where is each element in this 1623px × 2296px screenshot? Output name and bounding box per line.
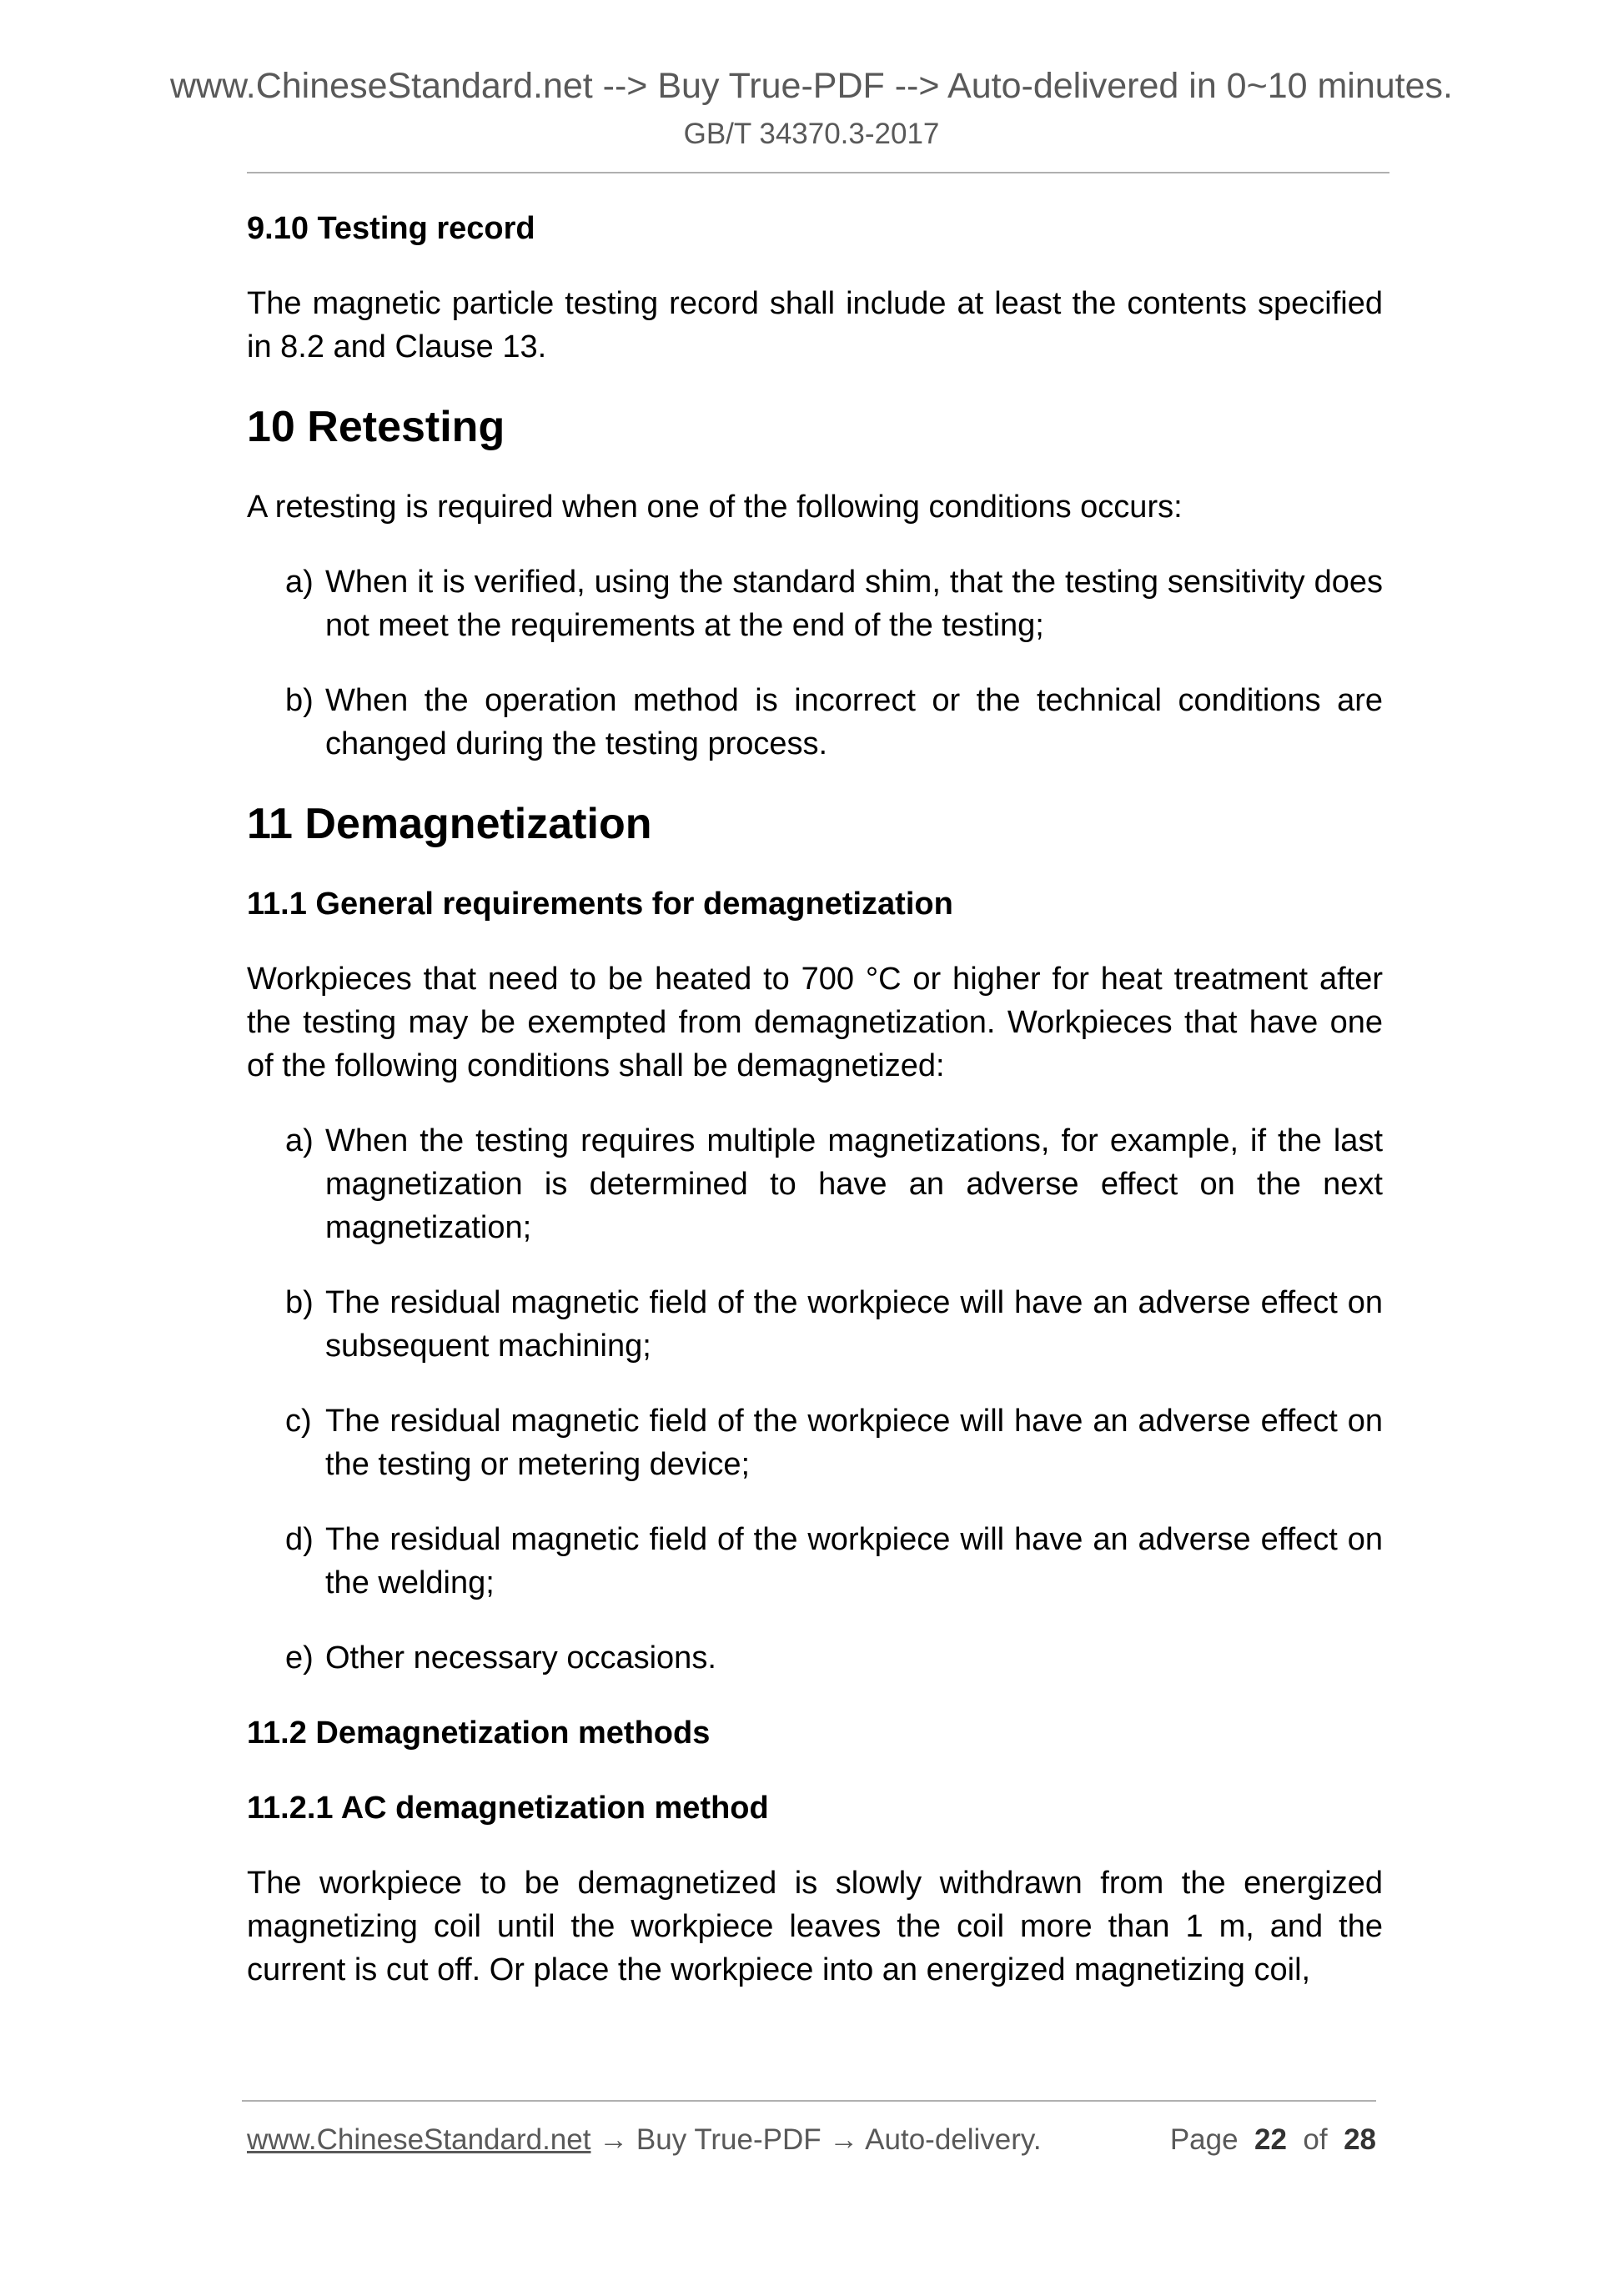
list-marker: a)	[285, 565, 314, 600]
list-item	[285, 1518, 1383, 1605]
total-pages: 28	[1344, 2123, 1376, 2156]
list-item-text: The residual magnetic field of the workpiece will have an adverse effect on the testing or metering device;	[325, 1404, 1383, 1482]
list-item-text: When the operation method is incorrect or the technical conditions are changed during the testing process.	[325, 683, 1383, 761]
paragraph-ac-demag: The workpiece to be demagnetized is slowly withdrawn from the energized magnetizing coil until the workpiece leaves the coil more than 1 m, and the current is cut off. Or place the workpiece into an energized magnetizing coil,	[247, 1866, 1383, 1987]
paragraph-demag-intro: Workpieces that need to be heated to 700 °C or higher for heat treatment after the testing may be exempted from demagnetization. Workpieces that have one of the following conditions shall be demagnetized:	[247, 962, 1383, 1083]
header-banner: www.ChineseStandard.net --> Buy True-PDF --> Auto-delivered in 0~10 minutes.	[169, 66, 1453, 106]
of-word: of	[1303, 2123, 1328, 2156]
list-marker: b)	[285, 1285, 314, 1320]
list-item	[285, 679, 1383, 766]
heading-11-demagnetization: 11 Demagnetization	[247, 800, 652, 848]
footer-divider	[242, 2100, 1376, 2102]
list-item-text: When the testing requires multiple magnetizations, for example, if the last magnetization is determined to have an adverse effect on the next magnetization;	[325, 1123, 1383, 1245]
list-item-text: When it is verified, using the standard shim, that the testing sensitivity does not meet the requirements at the end of the testing;	[325, 565, 1383, 643]
footer-tagline: → Buy True-PDF → Auto-delivery.	[590, 2123, 1042, 2156]
list-marker: a)	[285, 1123, 314, 1158]
header-divider	[247, 172, 1389, 173]
list-item	[285, 1119, 1383, 1249]
list-item-text: Other necessary occasions.	[325, 1640, 716, 1676]
standard-number: GB/T 34370.3-2017	[683, 118, 940, 150]
list-item-text: The residual magnetic field of the workpiece will have an adverse effect on subsequent machining;	[325, 1285, 1383, 1364]
page-footer	[247, 2122, 1376, 2158]
heading-11-2-1: 11.2.1 AC demagnetization method	[247, 1791, 769, 1826]
document-body	[247, 207, 1383, 2023]
list-item	[285, 560, 1383, 647]
list-item	[285, 1636, 1383, 1680]
list-item	[285, 1281, 1383, 1368]
list-marker: c)	[285, 1404, 312, 1439]
list-marker: b)	[285, 683, 314, 718]
heading-9-10: 9.10 Testing record	[247, 211, 535, 246]
list-item	[285, 1399, 1383, 1486]
footer-site-link[interactable]: www.ChineseStandard.net	[247, 2123, 591, 2156]
heading-11-1: 11.1 General requirements for demagnetization	[247, 887, 953, 922]
paragraph-testing-record: The magnetic particle testing record shall include at least the contents specified in 8.2 and Clause 13.	[247, 286, 1383, 364]
footer-left	[247, 2122, 1042, 2158]
list-marker: e)	[285, 1640, 314, 1676]
heading-10-retesting: 10 Retesting	[247, 403, 505, 451]
page-indicator	[1170, 2122, 1376, 2158]
list-item-text: The residual magnetic field of the workpiece will have an adverse effect on the welding;	[325, 1522, 1383, 1600]
page-number: 22	[1254, 2123, 1287, 2156]
heading-11-2: 11.2 Demagnetization methods	[247, 1716, 711, 1751]
page-word: Page	[1169, 2123, 1239, 2156]
paragraph-retesting-intro: A retesting is required when one of the following conditions occurs:	[247, 490, 1183, 525]
list-marker: d)	[285, 1522, 314, 1557]
